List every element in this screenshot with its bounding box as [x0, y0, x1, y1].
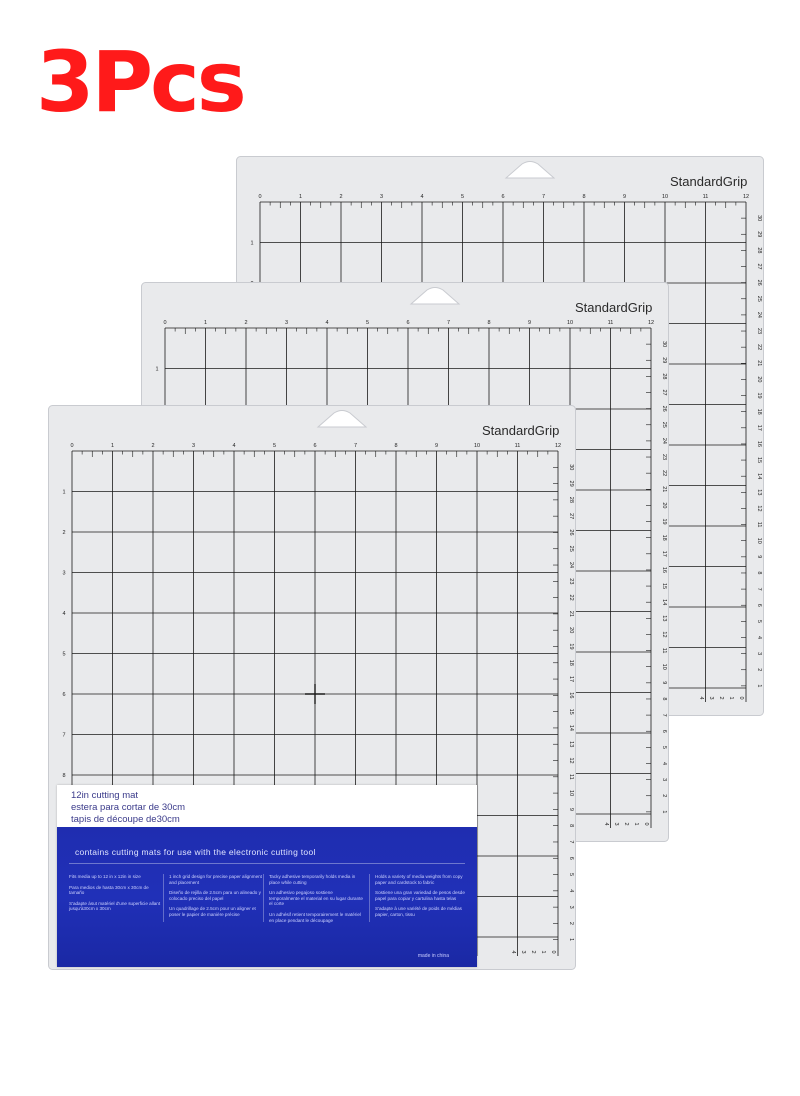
ruler-label-top: 9: [622, 194, 627, 200]
ruler-label-right: 20: [756, 376, 762, 383]
mat-brand-label: StandardGrip: [482, 423, 560, 438]
feature-text: Sostiene una gran variedad de pesos desde papel para copiar y cartulina hasta telas: [375, 890, 465, 901]
ruler-label-right: 13: [568, 741, 574, 748]
ruler-label-right: 29: [661, 357, 667, 364]
ruler-label-right: 19: [568, 643, 574, 650]
ruler-label-left: 1: [250, 240, 254, 247]
ruler-label-right: 4: [756, 635, 762, 640]
feature-text: Holds a variety of media weights from copy paper and cardstock to fabric: [375, 874, 463, 885]
ruler-label-right: 28: [756, 247, 762, 254]
ruler-label-right: 14: [661, 599, 667, 606]
ruler-label-top: 7: [541, 194, 546, 200]
ruler-label-right: 3: [661, 778, 667, 782]
ruler-label-right: 11: [568, 773, 574, 780]
ruler-label-left: 1: [62, 489, 66, 496]
ruler-label-right: 16: [568, 692, 574, 699]
label-feature-column: [169, 874, 264, 923]
ruler-label-right: 17: [756, 424, 762, 431]
ruler-label-left: 1: [155, 366, 159, 373]
ruler-label-right: 18: [756, 408, 762, 415]
ruler-label-right: 18: [568, 659, 574, 666]
feature-text: Diseño de rejilla de 2.5cm para un alineado y colocado preciso del papel: [169, 890, 261, 901]
ruler-label-top: 0: [258, 194, 262, 200]
ruler-label-right: 19: [661, 518, 667, 525]
ruler-label-top: 11: [607, 320, 614, 326]
ruler-label-top: 4: [420, 194, 424, 200]
ruler-label-top: 7: [353, 443, 358, 449]
feature-text: S'adapte à une variété de poids de médias papier, carton, tissu: [375, 906, 462, 917]
ruler-label-right: 21: [568, 610, 574, 617]
label-blue-panel: [57, 827, 477, 967]
label-divider: [69, 863, 465, 864]
ruler-label-bottom: 1: [633, 822, 639, 826]
ruler-label-right: 2: [568, 921, 574, 925]
ruler-label-right: 16: [661, 566, 667, 573]
ruler-label-right: 21: [756, 360, 762, 367]
ruler-label-top: 2: [244, 320, 248, 326]
ruler-label-bottom: 2: [623, 822, 629, 826]
ruler-label-top: 10: [473, 443, 481, 449]
ruler-label-right: 5: [661, 745, 667, 749]
ruler-label-right: 27: [568, 513, 574, 520]
ruler-label-right: 25: [756, 295, 762, 302]
ruler-label-right: 12: [661, 631, 667, 638]
ruler-label-right: 26: [568, 529, 574, 536]
ruler-label-right: 16: [756, 440, 762, 447]
ruler-label-top: 12: [742, 194, 750, 200]
ruler-label-right: 27: [661, 389, 667, 396]
ruler-label-right: 2: [756, 668, 762, 672]
ruler-label-right: 12: [568, 757, 574, 764]
ruler-label-right: 28: [568, 496, 574, 503]
ruler-label-bottom: 4: [510, 950, 516, 954]
ruler-label-right: 25: [568, 545, 574, 552]
ruler-label-right: 30: [568, 464, 574, 471]
ruler-label-bottom: 2: [530, 950, 536, 954]
ruler-label-left: 8: [62, 773, 66, 779]
ruler-label-top: 1: [298, 194, 303, 200]
ruler-label-right: 3: [568, 905, 574, 909]
packaging-label: [57, 785, 477, 967]
ruler-label-right: 27: [756, 263, 762, 270]
column-divider: [263, 874, 264, 922]
ruler-label-bottom: 0: [550, 950, 556, 954]
ruler-label-right: 1: [756, 684, 762, 688]
ruler-label-bottom: 0: [738, 696, 744, 700]
ruler-label-bottom: 1: [728, 696, 734, 700]
ruler-label-right: 9: [756, 555, 762, 559]
ruler-label-top: 5: [272, 443, 277, 449]
ruler-label-bottom: 1: [540, 950, 546, 954]
ruler-label-bottom: 3: [613, 822, 619, 826]
ruler-label-right: 11: [661, 647, 667, 654]
label-feature-column: [269, 874, 364, 928]
ruler-label-right: 24: [756, 311, 762, 318]
ruler-label-bottom: 4: [698, 696, 704, 700]
ruler-label-top: 8: [394, 443, 398, 449]
ruler-label-right: 9: [661, 681, 667, 685]
ruler-label-top: 12: [647, 320, 655, 326]
ruler-label-right: 6: [568, 856, 574, 860]
ruler-label-left: 5: [62, 651, 66, 658]
ruler-label-right: 1: [661, 810, 667, 814]
ruler-label-top: 12: [554, 443, 562, 449]
ruler-label-right: 29: [568, 480, 574, 487]
feature-text: 1 inch grid design for precise paper alignment and placement: [169, 874, 262, 885]
feature-text: Para medios de hasta 30cm x 30cm de tamaño: [69, 884, 149, 896]
ruler-label-right: 10: [568, 790, 574, 797]
ruler-label-top: 3: [191, 443, 196, 449]
feature-text: Un quadrillage de 2.5cm pour un aligner et poser le papier de manière précise: [169, 906, 256, 917]
ruler-label-right: 18: [661, 534, 667, 541]
ruler-label-right: 3: [756, 652, 762, 656]
ruler-label-right: 8: [661, 697, 667, 701]
ruler-label-right: 30: [756, 215, 762, 222]
ruler-label-right: 26: [661, 405, 667, 412]
mat-brand-label: StandardGrip: [575, 300, 653, 315]
ruler-label-right: 20: [568, 627, 574, 634]
ruler-label-right: 23: [568, 578, 574, 585]
ruler-label-top: 0: [70, 443, 74, 449]
ruler-label-right: 24: [661, 437, 667, 444]
ruler-label-right: 17: [568, 676, 574, 683]
ruler-label-right: 4: [568, 889, 574, 893]
ruler-label-right: 12: [756, 505, 762, 512]
column-divider: [369, 874, 370, 922]
ruler-label-top: 9: [434, 443, 439, 449]
ruler-label-bottom: 4: [603, 822, 609, 826]
label-line-spanish: estera para cortar de 30cm: [71, 802, 186, 813]
ruler-label-right: 15: [568, 708, 574, 715]
ruler-label-top: 6: [501, 194, 505, 200]
ruler-label-right: 6: [661, 729, 667, 733]
ruler-label-right: 22: [756, 344, 762, 351]
mat-brand-label: StandardGrip: [670, 174, 748, 189]
ruler-label-right: 6: [756, 603, 762, 607]
ruler-label-right: 10: [756, 537, 762, 544]
label-line-english: 12in cutting mat: [71, 790, 139, 801]
ruler-label-right: 21: [661, 486, 667, 493]
ruler-label-left: 2: [62, 530, 66, 536]
ruler-label-right: 7: [756, 587, 762, 591]
ruler-label-top: 0: [163, 320, 167, 326]
ruler-label-right: 5: [568, 873, 574, 877]
ruler-label-top: 3: [379, 194, 384, 200]
ruler-label-top: 9: [527, 320, 532, 326]
headline-3pcs: 3Pcs: [36, 33, 244, 131]
made-in-label: made in china: [417, 953, 449, 959]
ruler-label-right: 1: [568, 938, 574, 942]
ruler-label-top: 2: [151, 443, 155, 449]
ruler-label-right: 23: [756, 327, 762, 335]
label-line-french: tapis de découpe de30cm: [71, 814, 180, 825]
ruler-label-top: 2: [339, 194, 343, 200]
ruler-label-right: 15: [661, 583, 667, 590]
ruler-label-right: 15: [756, 457, 762, 464]
ruler-label-right: 10: [661, 663, 667, 670]
feature-text: Fits media up to 12 in x 12in in size: [69, 874, 141, 879]
ruler-label-top: 11: [702, 194, 709, 200]
ruler-label-top: 8: [487, 320, 491, 326]
ruler-label-top: 5: [460, 194, 465, 200]
ruler-label-top: 4: [325, 320, 329, 326]
ruler-label-left: 3: [62, 570, 66, 577]
ruler-label-right: 26: [756, 279, 762, 286]
ruler-label-right: 13: [661, 615, 667, 622]
label-title-block: [57, 785, 477, 827]
ruler-label-right: 13: [756, 489, 762, 496]
label-headline: contains cutting mats for use with the electronic cutting tool: [75, 847, 316, 857]
ruler-label-right: 7: [568, 840, 574, 844]
ruler-label-right: 4: [661, 761, 667, 766]
ruler-label-top: 1: [203, 320, 208, 326]
column-divider: [163, 874, 164, 922]
ruler-label-right: 8: [568, 824, 574, 828]
ruler-label-right: 5: [756, 619, 762, 623]
ruler-label-right: 28: [661, 373, 667, 380]
ruler-label-bottom: 0: [643, 822, 649, 826]
label-feature-column: [69, 874, 164, 917]
ruler-label-bottom: 3: [520, 950, 526, 954]
ruler-label-right: 23: [661, 453, 667, 461]
ruler-label-right: 11: [756, 521, 762, 528]
ruler-label-right: 29: [756, 231, 762, 238]
ruler-label-top: 7: [446, 320, 451, 326]
ruler-label-right: 17: [661, 550, 667, 557]
ruler-label-right: 9: [568, 807, 574, 811]
ruler-label-right: 30: [661, 341, 667, 348]
ruler-label-right: 8: [756, 571, 762, 575]
ruler-label-top: 5: [365, 320, 370, 326]
ruler-label-right: 24: [568, 561, 574, 569]
ruler-label-top: 3: [284, 320, 289, 326]
ruler-label-top: 6: [313, 443, 317, 449]
ruler-label-top: 4: [232, 443, 236, 449]
label-feature-column: [375, 874, 470, 923]
ruler-label-right: 20: [661, 502, 667, 509]
ruler-label-left: 6: [62, 692, 66, 698]
ruler-label-top: 1: [110, 443, 115, 449]
ruler-label-bottom: 2: [718, 696, 724, 700]
ruler-label-top: 10: [661, 194, 669, 200]
ruler-label-right: 7: [661, 713, 667, 717]
ruler-label-left: 4: [62, 611, 66, 617]
ruler-label-right: 14: [568, 724, 574, 731]
ruler-label-right: 2: [661, 794, 667, 798]
ruler-label-left: 7: [62, 732, 66, 739]
ruler-label-top: 6: [406, 320, 410, 326]
ruler-label-bottom: 3: [708, 696, 714, 700]
ruler-label-top: 8: [582, 194, 586, 200]
ruler-label-top: 10: [566, 320, 574, 326]
ruler-label-right: 25: [661, 421, 667, 428]
feature-text: Tacky adhesive temporarily holds media in place while cutting: [269, 874, 356, 885]
ruler-label-top: 11: [514, 443, 521, 449]
ruler-label-right: 14: [756, 473, 762, 480]
ruler-label-right: 22: [568, 594, 574, 601]
ruler-label-right: 19: [756, 392, 762, 399]
feature-text: Un adhesivo pegajoso sostiene temporalmente el material en su lugar durante el corte: [269, 890, 363, 907]
ruler-label-right: 22: [661, 470, 667, 477]
feature-text: Un adhésif retient temporairement le matériel en place pendant le découpage: [269, 911, 361, 923]
feature-text: S'adapte àsut matériel d'une superficie allant jusqu'à30cm x 30cm: [69, 900, 161, 912]
